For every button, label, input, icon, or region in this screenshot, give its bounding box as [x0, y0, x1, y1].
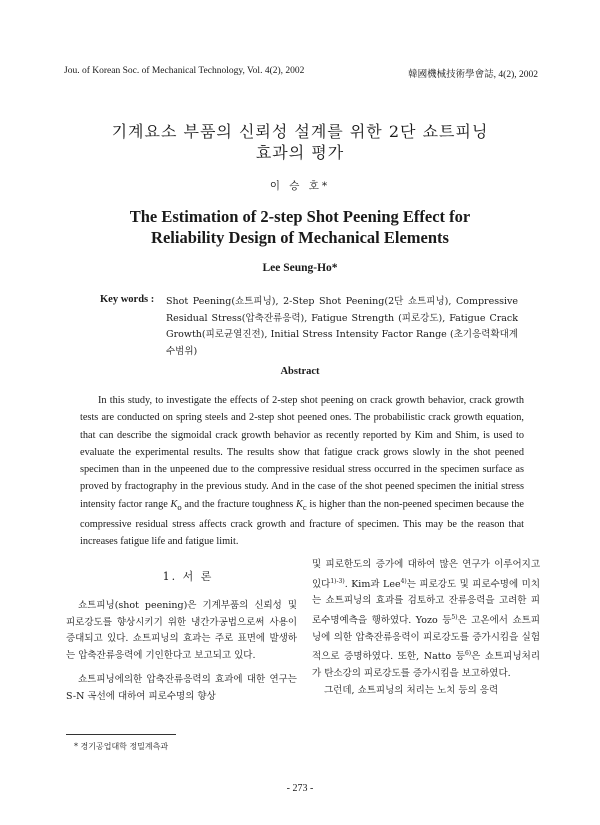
korean-author: 이 승 호* [269, 180, 331, 192]
right-p1-text-c: 는 피로강도 및 피로수명에 미치는 쇼트피닝의 효과를 검토하고 잔류응력을 고려한 피로수명예측을 행하였다. Yozo 등 [312, 578, 540, 627]
korean-title-line1: 기계요소 부품의 신뢰성 설계를 위한 2단 쇼트피닝 [111, 122, 489, 141]
korean-title-line2: 효과의 평가 [255, 143, 345, 162]
abstract-text-2: and the fracture toughness [181, 498, 296, 510]
right-p1-text-a: 및 피로한도의 증가에 대하여 많은 연구가 이루어지고 있다 [312, 559, 540, 590]
k0-subscript: o [177, 501, 182, 512]
right-p1-text-d: 은 고온에서 쇼트피닝에 의한 압축잔류응력이 피로강도를 증가시킴을 실험적으로 증명하였다. 또한, Natto 등 [312, 615, 540, 663]
left-paragraph-2: 쇼트피닝에의한 압축잔류응력의 효과에 대한 연구는 S-N 곡선에 대하여 피로수명의 향상 [66, 674, 297, 702]
right-column [312, 557, 540, 699]
citation-5: 5) [451, 613, 458, 621]
abstract-body [80, 392, 524, 551]
footnote-divider [66, 734, 176, 735]
citation-6: 6) [464, 650, 472, 658]
kc-subscript: c [302, 501, 307, 512]
citation-4: 4) [400, 577, 407, 585]
right-paragraph-1 [312, 557, 540, 683]
abstract-heading: Abstract [280, 366, 320, 377]
abstract-text-3: is higher than the non-peened specimen because the compressive residual stress affects crack growth and fracture of specimen. This may be the reason that increases fatigue life and fatigue limit. [80, 498, 524, 548]
english-title-line2: Reliability Design of Mechanical Elements [151, 228, 449, 247]
citation-1-3: 1)-3) [330, 577, 345, 585]
section-1-title: 1. 서 론 [162, 570, 214, 583]
abstract-text-1: In this study, to investigate the effects of 2-step shot peening on crack growth behavior, crack growth tests are conducted on spring steels and 2-step shot peened ones. The probabilistic crack growth equation, that can describe the sigmoidal crack growth behavior as recently reported by Kim and Shim, is used to evaluate the experimental results. The results show that fatigue crack grows slowly in the shot peened specimen than in the unpeened due to the compressive residual stress occurred in the specimen surface as proved by fractography in the previous study. And in the case of the shot peened specimen the initial stress intensity factor range [80, 395, 524, 510]
english-author: Lee Seung-Ho* [262, 262, 338, 274]
k0-symbol: K [170, 498, 178, 510]
left-paragraph-1: 쇼트피닝(shot peening)은 기계부품의 신뢰성 및 피로강도를 향상시키기 위한 냉간가공법으로써 사용이 증대되고 있다. 쇼트피닝의 효과는 주로 표면에 발생하는 압축잔류응력에 기인한다고 보고되고 있다. [66, 600, 297, 661]
footnote-affiliation: * 경기공업대학 정밀계측과 [74, 742, 169, 751]
keywords-label: Key words : [100, 294, 155, 305]
kc-symbol: K [295, 498, 303, 510]
right-p1-text-e: 은 쇼트피닝처리가 탄소강의 피로강도를 증가시킴을 보고하였다. [312, 651, 540, 680]
journal-header-left: Jou. of Korean Soc. of Mechanical Technology, Vol. 4(2), 2002 [64, 66, 305, 76]
page-number: - 273 - [286, 783, 314, 794]
keywords-text: Shot Peening(쇼트피닝), 2-Step Shot Peening(2단 쇼트피닝), Compressive Residual Stress(압축잔류응력), Fatigue Strength (피로강도), Fatigue Crack Growth(피로균열진전), Initial Stress Intensity Factor Range (초기응력확대계수범위) [166, 296, 518, 357]
journal-header-right: 韓國機械技術學會誌, 4(2), 2002 [408, 70, 538, 80]
english-title-line1: The Estimation of 2-step Shot Peening Effect for [129, 207, 471, 226]
right-p1-text-b: . Kim과 Lee [344, 578, 401, 590]
left-column [66, 598, 297, 706]
right-paragraph-2: 그런데, 쇼트피닝의 처리는 노치 등의 응력 [324, 684, 499, 696]
